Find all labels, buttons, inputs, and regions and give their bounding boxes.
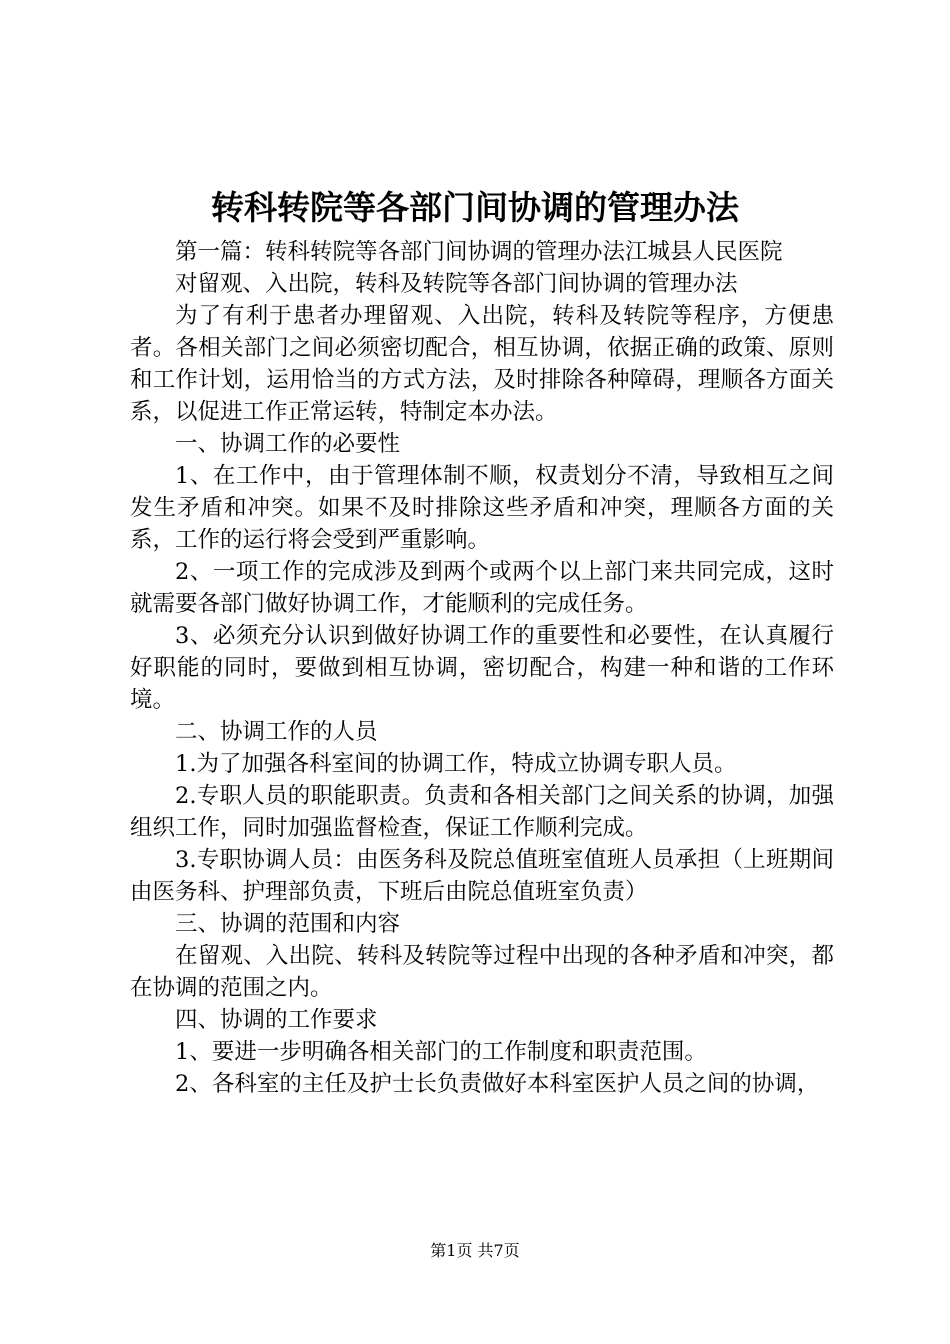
section-heading: 四、协调的工作要求 (175, 1007, 378, 1033)
section-heading: 三、协调的范围和内容 (175, 911, 401, 937)
document-body (130, 236, 834, 1100)
paragraph: 第一篇：转科转院等各部门间协调的管理办法江城县人民医院 (175, 239, 783, 265)
paragraph: 1.为了加强各科室间的协调工作，特成立协调专职人员。 (175, 751, 737, 777)
document-title: 转科转院等各部门间协调的管理办法 (211, 188, 739, 227)
paragraph: 3、必须充分认识到做好协调工作的重要性和必要性，在认真履行好职能的同时，要做到相互协调，密切配合，构建一种和谐的工作环境。 (130, 623, 834, 713)
paragraph: 3.专职协调人员：由医务科及院总值班室值班人员承担（上班期间由医务科、护理部负责，下班后由院总值班室负责） (130, 847, 834, 905)
paragraph: 为了有利于患者办理留观、入出院，转科及转院等程序，方便患者。各相关部门之间必须密切配合，相互协调，依据正确的政策、原则和工作计划，运用恰当的方式方法，及时排除各种障碍，理顺各方面关系，以促进工作正常运转，特制定本办法。 (130, 303, 834, 425)
paragraph: 对留观、入出院，转科及转院等各部门间协调的管理办法 (175, 271, 738, 297)
paragraph: 1、在工作中，由于管理体制不顺，权责划分不清，导致相互之间发生矛盾和冲突。如果不及时排除这些矛盾和冲突，理顺各方面的关系，工作的运行将会受到严重影响。 (130, 463, 834, 553)
page-footer: 第1页 共7页 (430, 1241, 520, 1260)
paragraph: 2、各科室的主任及护士长负责做好本科室医护人员之间的协调， (175, 1071, 820, 1097)
paragraph: 在留观、入出院、转科及转院等过程中出现的各种矛盾和冲突，都在协调的范围之内。 (130, 943, 834, 1001)
section-heading: 一、协调工作的必要性 (175, 431, 401, 457)
section-heading: 二、协调工作的人员 (175, 719, 378, 745)
paragraph: 2、一项工作的完成涉及到两个或两个以上部门来共同完成，这时就需要各部门做好协调工作，才能顺利的完成任务。 (130, 559, 834, 617)
paragraph: 2.专职人员的职能职责。负责和各相关部门之间关系的协调，加强组织工作，同时加强监督检查，保证工作顺利完成。 (130, 783, 834, 841)
paragraph: 1、要进一步明确各相关部门的工作制度和职责范围。 (175, 1039, 707, 1065)
